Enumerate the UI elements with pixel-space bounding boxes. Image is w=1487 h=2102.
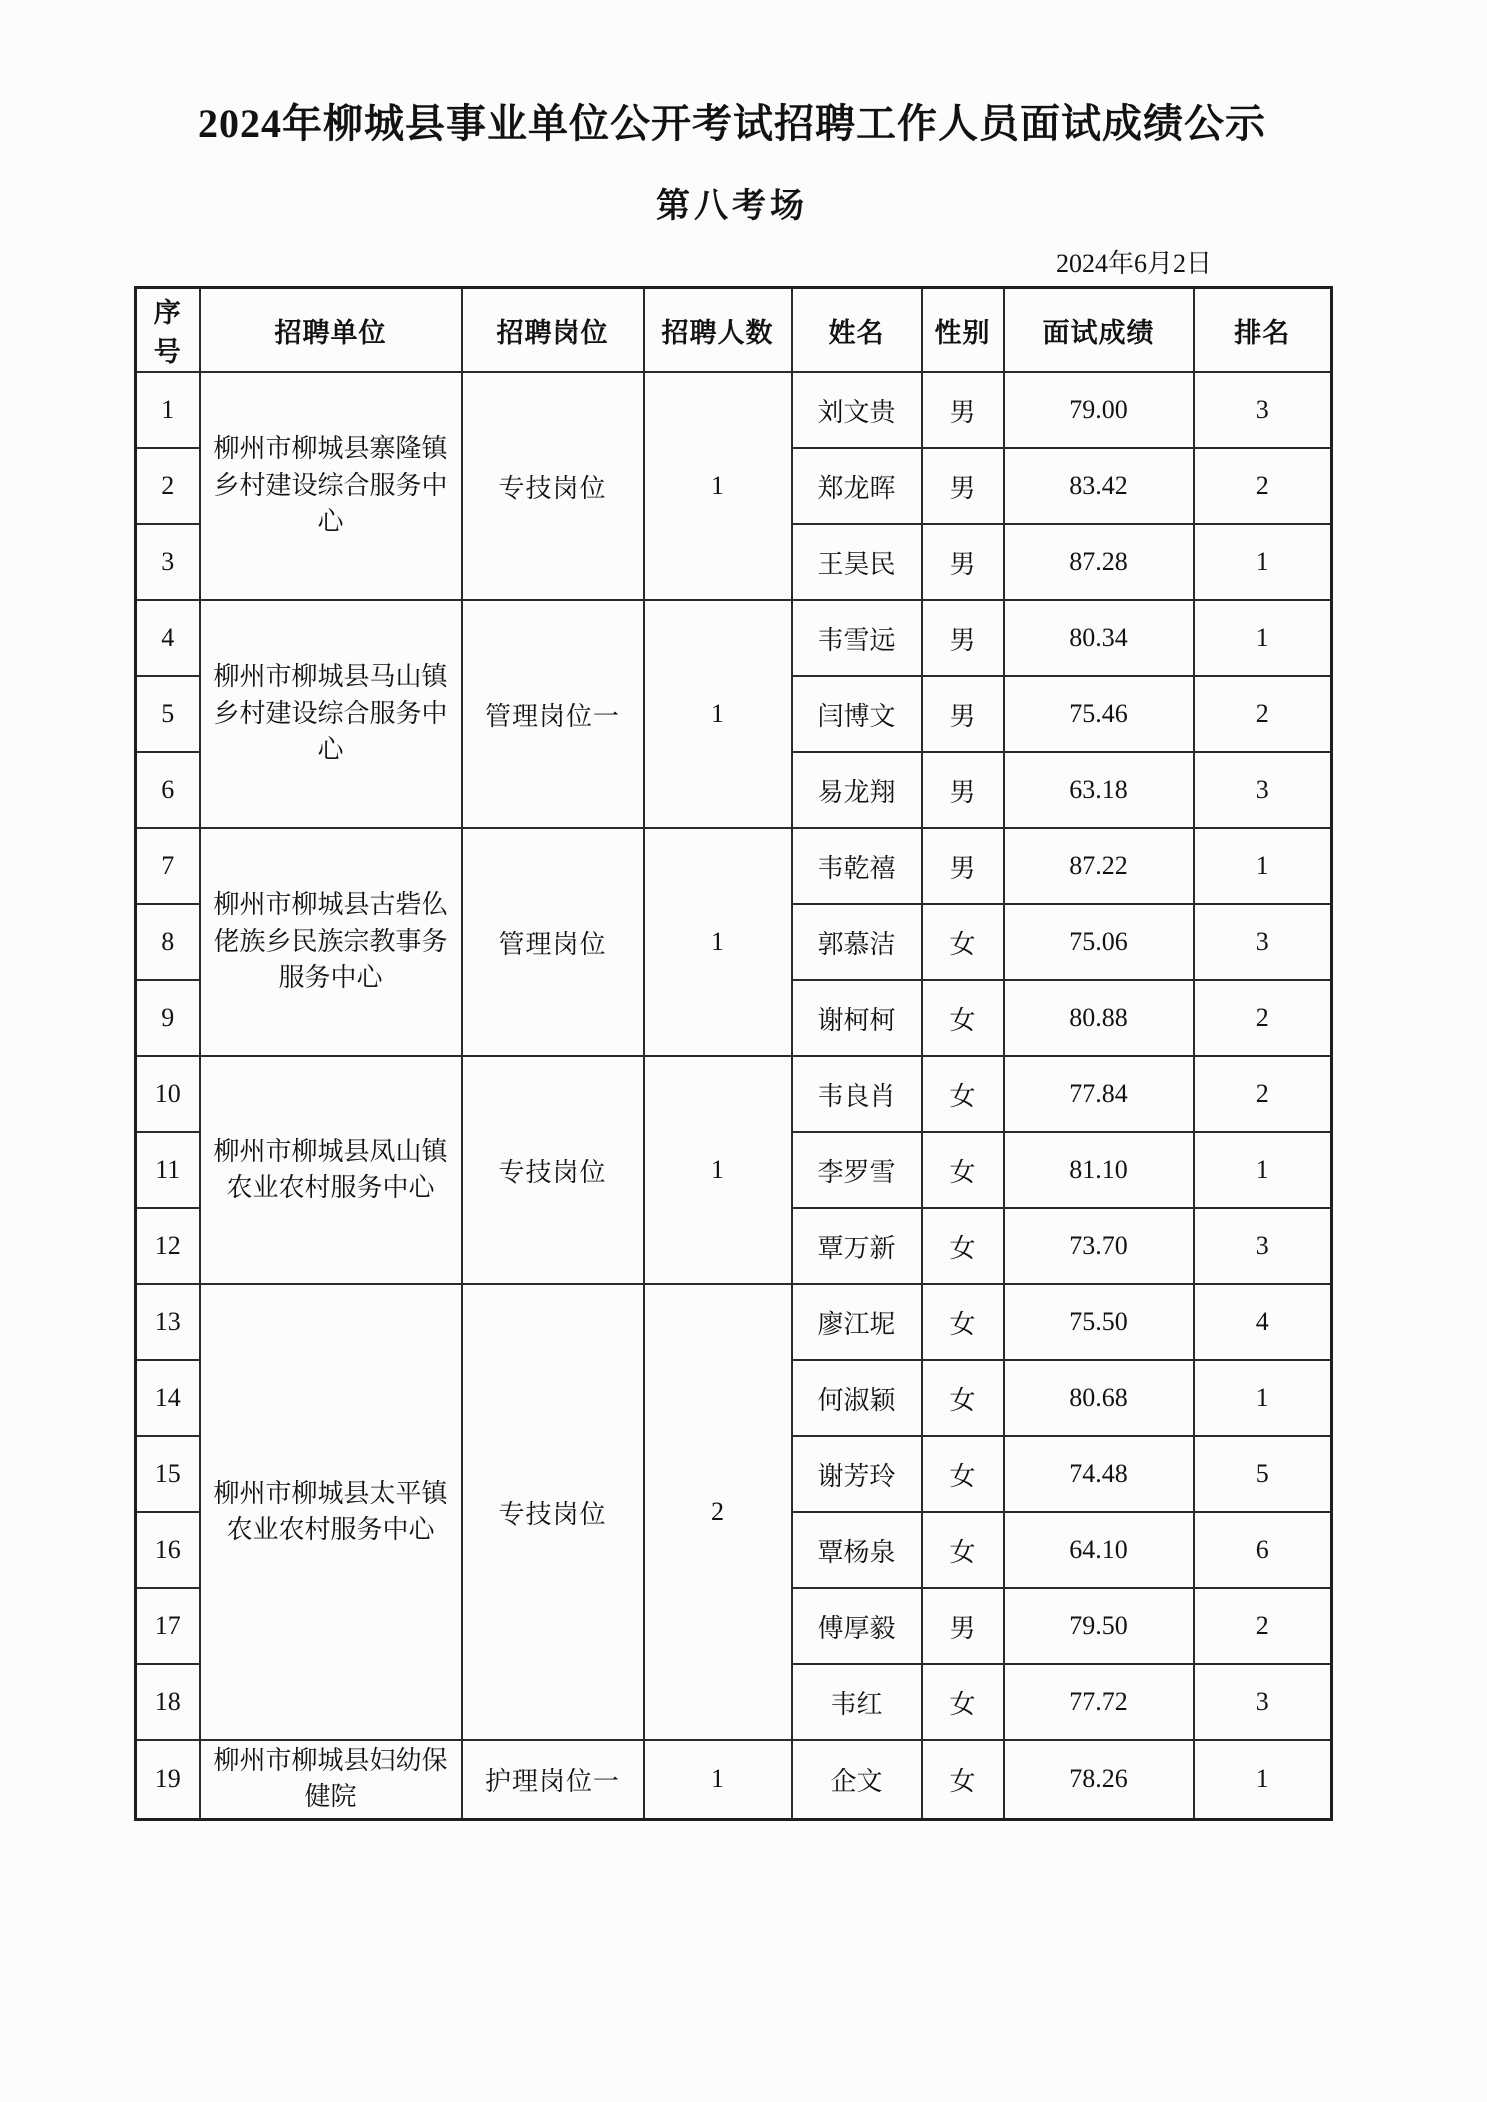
cell-rank: 2 [1194, 1056, 1332, 1132]
cell-interview-score: 64.10 [1004, 1512, 1194, 1588]
cell-gender: 女 [922, 1740, 1004, 1819]
cell-interview-score: 80.68 [1004, 1360, 1194, 1436]
cell-interview-score: 78.26 [1004, 1740, 1194, 1819]
cell-name: 谢芳玲 [792, 1436, 922, 1512]
cell-gender: 女 [922, 1284, 1004, 1360]
cell-rank: 1 [1194, 1360, 1332, 1436]
cell-interview-score: 87.22 [1004, 828, 1194, 904]
cell-recruiting-unit: 柳州市柳城县古砦仫佬族乡民族宗教事务服务中心 [200, 828, 462, 1056]
cell-name: 刘文贵 [792, 372, 922, 448]
cell-seq-no: 16 [136, 1512, 200, 1588]
table-row [136, 600, 1332, 676]
cell-rank: 3 [1194, 1664, 1332, 1740]
cell-name: 何淑颖 [792, 1360, 922, 1436]
cell-gender: 女 [922, 1664, 1004, 1740]
cell-name: 覃杨泉 [792, 1512, 922, 1588]
cell-rank: 1 [1194, 1132, 1332, 1208]
cell-seq-no: 10 [136, 1056, 200, 1132]
cell-rank: 5 [1194, 1436, 1332, 1512]
cell-interview-score: 75.50 [1004, 1284, 1194, 1360]
cell-position: 专技岗位 [462, 1056, 644, 1284]
cell-gender: 女 [922, 980, 1004, 1056]
cell-name: 傅厚毅 [792, 1588, 922, 1664]
cell-recruiting-unit: 柳州市柳城县马山镇乡村建设综合服务中心 [200, 600, 462, 828]
cell-seq-no: 17 [136, 1588, 200, 1664]
cell-seq-no: 15 [136, 1436, 200, 1512]
cell-rank: 3 [1194, 752, 1332, 828]
cell-name: 王昊民 [792, 524, 922, 600]
cell-interview-score: 81.10 [1004, 1132, 1194, 1208]
cell-gender: 男 [922, 600, 1004, 676]
header-recruit-count: 招聘人数 [644, 288, 792, 373]
cell-name: 郑龙晖 [792, 448, 922, 524]
cell-position: 专技岗位 [462, 1284, 644, 1740]
cell-rank: 2 [1194, 448, 1332, 524]
cell-gender: 男 [922, 676, 1004, 752]
cell-name: 廖江坭 [792, 1284, 922, 1360]
cell-interview-score: 87.28 [1004, 524, 1194, 600]
table-row [136, 1740, 1332, 1819]
cell-name: 郭慕洁 [792, 904, 922, 980]
header-name: 姓名 [792, 288, 922, 373]
cell-recruiting-unit: 柳州市柳城县太平镇农业农村服务中心 [200, 1284, 462, 1740]
cell-gender: 男 [922, 524, 1004, 600]
cell-name: 韦乾禧 [792, 828, 922, 904]
score-table [134, 286, 1333, 1821]
cell-gender: 男 [922, 448, 1004, 524]
header-rank: 排名 [1194, 288, 1332, 373]
header-recruiting-unit: 招聘单位 [200, 288, 462, 373]
cell-seq-no: 5 [136, 676, 200, 752]
cell-rank: 3 [1194, 372, 1332, 448]
cell-seq-no: 2 [136, 448, 200, 524]
cell-interview-score: 79.00 [1004, 372, 1194, 448]
cell-name: 企文 [792, 1740, 922, 1819]
cell-rank: 4 [1194, 1284, 1332, 1360]
cell-rank: 3 [1194, 904, 1332, 980]
cell-gender: 男 [922, 372, 1004, 448]
table-row [136, 828, 1332, 904]
cell-gender: 女 [922, 1512, 1004, 1588]
header-gender: 性别 [922, 288, 1004, 373]
cell-interview-score: 74.48 [1004, 1436, 1194, 1512]
cell-recruit-count: 1 [644, 372, 792, 600]
cell-interview-score: 75.46 [1004, 676, 1194, 752]
cell-name: 闫博文 [792, 676, 922, 752]
score-table-body [136, 372, 1332, 1819]
publish-date: 2024年6月2日 [1055, 249, 1212, 278]
cell-rank: 2 [1194, 1588, 1332, 1664]
cell-gender: 男 [922, 828, 1004, 904]
header-interview-score: 面试成绩 [1004, 288, 1194, 373]
cell-interview-score: 63.18 [1004, 752, 1194, 828]
cell-interview-score: 77.84 [1004, 1056, 1194, 1132]
cell-gender: 男 [922, 1588, 1004, 1664]
cell-seq-no: 7 [136, 828, 200, 904]
cell-rank: 2 [1194, 980, 1332, 1056]
header-position: 招聘岗位 [462, 288, 644, 373]
cell-gender: 女 [922, 1132, 1004, 1208]
cell-position: 护理岗位一 [462, 1740, 644, 1819]
cell-rank: 3 [1194, 1208, 1332, 1284]
cell-seq-no: 18 [136, 1664, 200, 1740]
cell-recruiting-unit: 柳州市柳城县寨隆镇乡村建设综合服务中心 [200, 372, 462, 600]
cell-rank: 1 [1194, 600, 1332, 676]
cell-seq-no: 14 [136, 1360, 200, 1436]
cell-rank: 6 [1194, 1512, 1332, 1588]
cell-name: 李罗雪 [792, 1132, 922, 1208]
cell-seq-no: 1 [136, 372, 200, 448]
cell-seq-no: 12 [136, 1208, 200, 1284]
exam-room-subtitle: 第八考场 [656, 188, 808, 225]
cell-name: 韦雪远 [792, 600, 922, 676]
header-seq-no: 序号 [136, 288, 200, 373]
cell-rank: 2 [1194, 676, 1332, 752]
cell-interview-score: 73.70 [1004, 1208, 1194, 1284]
cell-gender: 女 [922, 1436, 1004, 1512]
cell-interview-score: 75.06 [1004, 904, 1194, 980]
cell-rank: 1 [1194, 828, 1332, 904]
cell-name: 韦红 [792, 1664, 922, 1740]
cell-interview-score: 80.34 [1004, 600, 1194, 676]
table-header-row [136, 288, 1332, 373]
cell-gender: 女 [922, 1056, 1004, 1132]
cell-recruiting-unit: 柳州市柳城县妇幼保健院 [200, 1740, 462, 1819]
cell-seq-no: 11 [136, 1132, 200, 1208]
cell-gender: 女 [922, 904, 1004, 980]
cell-rank: 1 [1194, 1740, 1332, 1819]
cell-interview-score: 80.88 [1004, 980, 1194, 1056]
cell-gender: 女 [922, 1360, 1004, 1436]
cell-rank: 1 [1194, 524, 1332, 600]
cell-seq-no: 19 [136, 1740, 200, 1819]
cell-seq-no: 13 [136, 1284, 200, 1360]
cell-recruit-count: 1 [644, 1740, 792, 1819]
cell-position: 管理岗位一 [462, 600, 644, 828]
cell-gender: 男 [922, 752, 1004, 828]
cell-gender: 女 [922, 1208, 1004, 1284]
cell-recruiting-unit: 柳州市柳城县凤山镇农业农村服务中心 [200, 1056, 462, 1284]
cell-name: 覃万新 [792, 1208, 922, 1284]
table-row [136, 1056, 1332, 1132]
table-row [136, 1284, 1332, 1360]
cell-name: 韦良肖 [792, 1056, 922, 1132]
cell-recruit-count: 1 [644, 828, 792, 1056]
cell-recruit-count: 1 [644, 600, 792, 828]
cell-position: 专技岗位 [462, 372, 644, 600]
cell-recruit-count: 2 [644, 1284, 792, 1740]
cell-interview-score: 83.42 [1004, 448, 1194, 524]
cell-seq-no: 3 [136, 524, 200, 600]
cell-seq-no: 6 [136, 752, 200, 828]
cell-seq-no: 4 [136, 600, 200, 676]
cell-name: 谢柯柯 [792, 980, 922, 1056]
cell-seq-no: 9 [136, 980, 200, 1056]
document-title: 2024年柳城县事业单位公开考试招聘工作人员面试成绩公示 [198, 101, 1266, 146]
cell-seq-no: 8 [136, 904, 200, 980]
cell-interview-score: 77.72 [1004, 1664, 1194, 1740]
cell-recruit-count: 1 [644, 1056, 792, 1284]
table-row [136, 372, 1332, 448]
document-content [134, 0, 1330, 1821]
cell-position: 管理岗位 [462, 828, 644, 1056]
cell-name: 易龙翔 [792, 752, 922, 828]
cell-interview-score: 79.50 [1004, 1588, 1194, 1664]
